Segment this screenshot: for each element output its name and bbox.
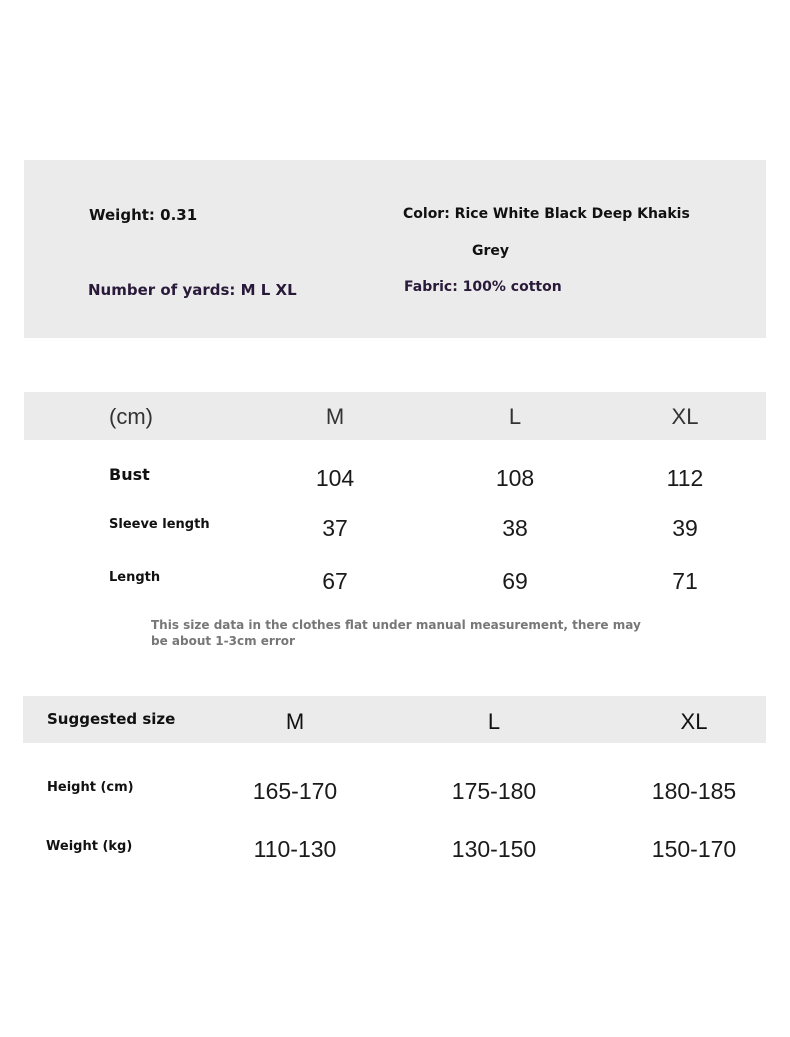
table-cell: 37 [322,515,348,541]
color-label: Color: Rice White Black Deep Khakis [403,206,690,222]
fabric-label: Fabric: 100% cotton [404,279,562,295]
unit-label: (cm) [109,404,153,429]
table-cell: 130-150 [451,836,537,862]
row-label-length: Length [109,570,161,585]
table-cell: 69 [502,568,528,594]
weight-label: Weight: 0.31 [89,206,198,224]
table-cell: 165-170 [252,778,338,804]
measurement-note: This size data in the clothes flat under manual measurement, there may be about 1-3cm error [151,618,641,648]
table-cell: 67 [322,568,348,594]
table-cell: 39 [672,515,698,541]
suggested-header-m: M [285,709,305,734]
size-header-xl: XL [671,404,699,429]
row-label-weight: Weight (kg) [46,839,133,854]
row-label-height: Height (cm) [47,780,134,795]
table-cell: 150-170 [651,836,737,862]
table-cell: 38 [502,515,528,541]
row-label-bust: Bust [109,465,150,484]
table-cell: 110-130 [253,836,337,862]
color-label-continued: Grey [472,243,510,259]
table-cell: 175-180 [451,778,537,804]
table-cell: 71 [672,568,698,594]
info-panel [24,160,766,338]
size-header-m: M [325,404,345,429]
table-cell: 180-185 [651,778,737,804]
yards-label: Number of yards: M L XL [88,281,297,299]
suggested-size-title: Suggested size [47,710,176,728]
suggested-header-xl: XL [680,709,708,734]
table-cell: 112 [666,465,704,491]
size-header-l: L [508,404,522,429]
table-cell: 104 [315,465,355,491]
row-label-sleeve: Sleeve length [109,517,210,532]
table-cell: 108 [495,465,535,491]
suggested-header-l: L [487,709,501,734]
